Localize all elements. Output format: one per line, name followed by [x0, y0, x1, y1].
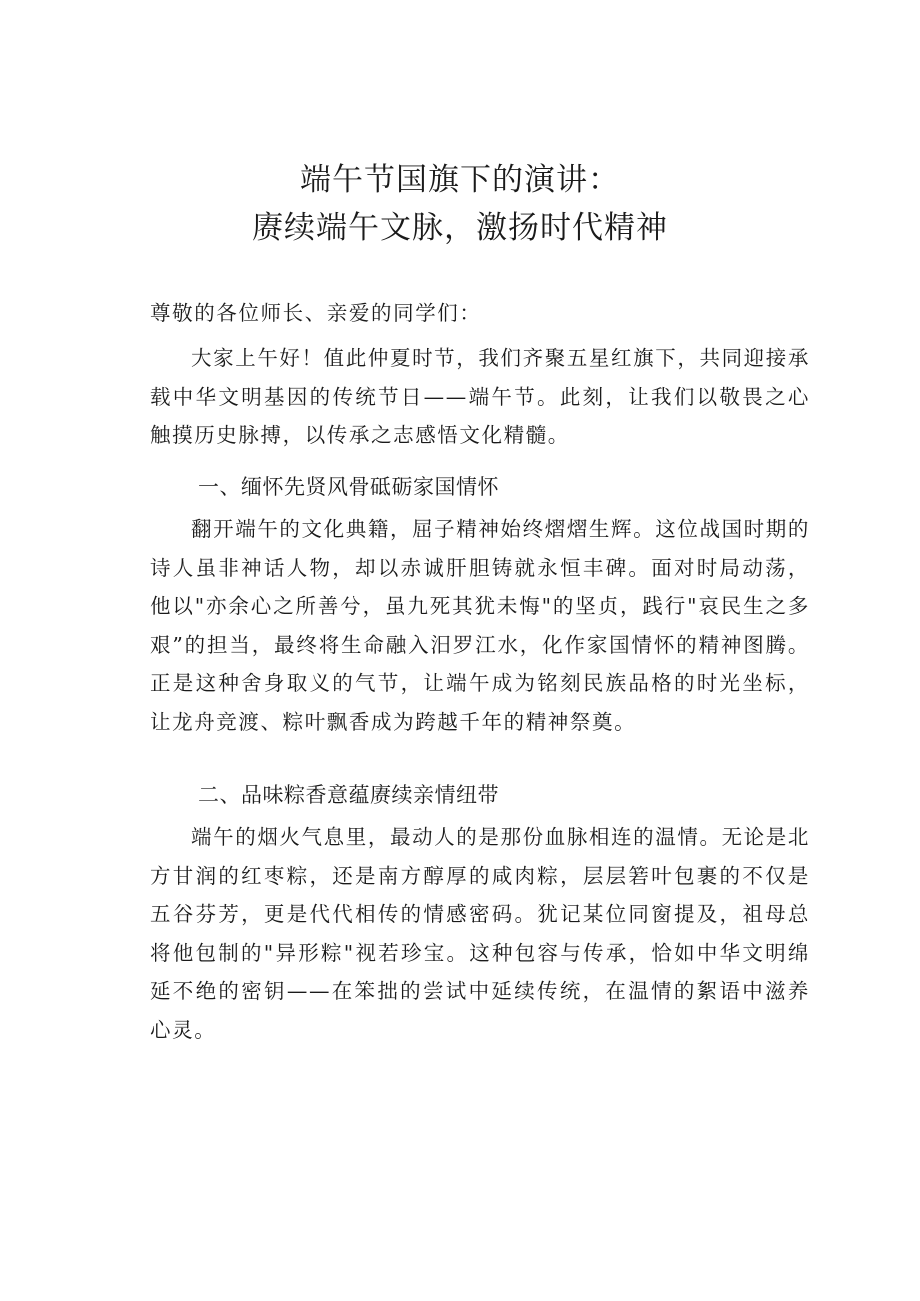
document-title-line-2: 赓续端午文脉，激扬时代精神 — [252, 210, 668, 246]
document-title-line-1: 端午节国旗下的演讲： — [300, 162, 620, 198]
section-1-heading: 一、缅怀先贤风骨砥砺家国情怀 — [198, 475, 499, 499]
section-2-paragraph: 端午的烟火气息里，最动人的是那份血脉相连的温情。无论是北方甘润的红枣粽，还是南方醇厚的咸肉粽，层层箬叶包裹的不仅是五谷芬芳，更是代代相传的情感密码。犹记某位同窗提及，祖母总将他包制的"异形粽"视若珍宝。这种包容与传承，恰如中华文明绵延不绝的密钥——在笨拙的尝试中延续传统，在温情的絮语中滋养心灵。 — [150, 825, 810, 1042]
section-1-paragraph: 翻开端午的文化典籍，屈子精神始终熠熠生辉。这位战国时期的诗人虽非神话人物，却以赤诚肝胆铸就永恒丰碑。面对时局动荡，他以"亦余心之所善兮，虽九死其犹未悔"的坚贞，践行"哀民生之多艰”的担当，最终将生命融入汨罗江水，化作家国情怀的精神图腾。正是这种舍身取义的气节，让端午成为铭刻民族品格的时光坐标，让龙舟竞渡、粽叶飘香成为跨越千年的精神祭奠。 — [150, 517, 810, 734]
section-2-heading: 二、品味粽香意蕴赓续亲情纽带 — [198, 783, 499, 807]
salutation: 尊敬的各位师长、亲爱的同学们： — [150, 301, 482, 325]
intro-paragraph: 大家上午好！值此仲夏时节，我们齐聚五星红旗下，共同迎接承载中华文明基因的传统节日——端午节。此刻，让我们以敬畏之心触摸历史脉搏，以传承之志感悟文化精髓。 — [150, 346, 810, 447]
